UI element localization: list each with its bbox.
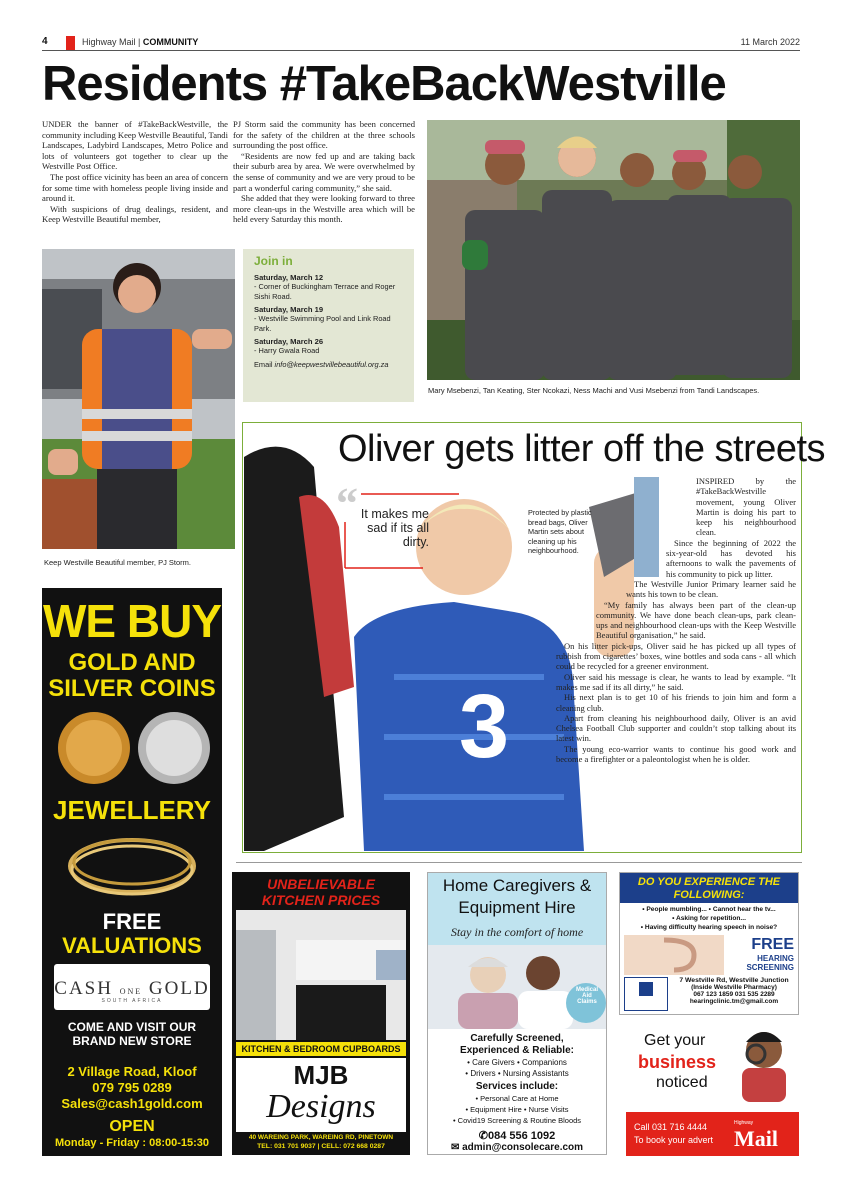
paragraph: “Residents are now fed up and are taking back their suburb area by area. We were overwhelmed by the sense of community and we are very proud to be part a wonderful caring community,” she said. [233,150,415,193]
ad-text: Carefully Screened, [470,1033,564,1044]
ad-phone[interactable]: 067 123 1859 031 535 2289 [693,991,775,998]
paragraph: INSPIRED by the #TakeBackWestville movement, young Oliver Martin is doing his part to keep his neighbourhood clean. [696,476,796,538]
paragraph: His next plan is to get 10 of his friends to join him and form a cleaning club. [556,692,796,713]
ad-phone[interactable]: ✆084 556 1092 [478,1130,556,1142]
cash-one-gold-logo: CASH ONE GOLD SOUTH AFRICA [54,964,210,1010]
pj-storm-photo [42,249,235,549]
ad-address: 2 Village Road, Kloof [67,1064,197,1079]
paragraph: The post office vicinity has been an area of concern for some time with homeless people living inside and around it. [42,171,228,204]
event-location: - Westville Swimming Pool and Link Road Park. [254,314,391,333]
event-date: Saturday, March 26 [254,337,324,346]
tandi-landscapes-photo [427,120,800,380]
hearing-clinic-ad[interactable] [619,872,799,1015]
ad-text: noticed [656,1074,708,1091]
paragraph: PJ Storm said the community has been concerned for the safety of the children at the three schools surrounding the post office. [233,119,415,151]
quote-mark-icon: “ [336,479,358,528]
ad-headline: UNBELIEVABLE [267,876,375,892]
email-label: Email [254,360,273,369]
ad-text: • Personal Care at Home [475,1094,559,1103]
oliver-story-text [556,476,796,764]
ad-text: JEWELLERY [53,795,211,825]
mail-icon: ✉ [450,1142,460,1153]
oliver-headline: Oliver gets litter off the streets [338,428,826,470]
kitchen-image [236,910,406,1040]
ad-text: OPEN [109,1118,155,1135]
ad-headline: WE BUY [43,595,221,647]
mjb-designs-ad[interactable] [232,872,410,1155]
ad-headline: Home Caregivers & [442,876,592,895]
ad-text: To book your advert [634,1135,714,1145]
ear-image [624,935,724,975]
ad-text: business [638,1052,717,1072]
mjb-logo: MJB Designs [236,1058,406,1132]
ad-text: GOLD AND [68,649,196,676]
main-headline: Residents #TakeBackWestville [42,57,726,111]
highway-mail-logo: Mail [734,1126,778,1151]
masthead-label: Highway Mail | COMMUNITY [82,37,199,47]
paragraph: “My family has always been part of the clean-up community. We have done beach clean-ups, park clean-ups and neighbourhood clean-ups with the Keep Westville Beautiful organisation,” he said. [596,599,796,641]
cash-one-gold-ad[interactable] [42,588,222,1156]
ad-tagline: Stay in the comfort of home [450,925,584,939]
highway-mail-advert[interactable] [626,1022,799,1156]
home-caregivers-ad[interactable]: Home Caregivers & Equipment Hire Stay in the comfort of home Medical Aid Claims Carefully Screened, Experienced & Reliable: • Care Givers • Companions • Drivers • Nursing Assistants Services include: • Personal Care at Home • Equipment Hire • Nurse Visits • Covid19 Screening & Routine Bloods ✆084 556 1092 ✉ admin@consolecare.com [427,872,607,1155]
story-column-2 [233,119,415,225]
join-in-box [243,249,414,402]
ad-headline: FOLLOWING: [673,889,745,901]
ad-headline: DO YOU EXPERIENCE THE [637,876,781,888]
paragraph: She added that they were looking forward to three more clean-ups in the Westville area which will be held every Saturday this month. [233,193,415,225]
ad-text: FREE [102,909,162,934]
ad-phone[interactable]: 079 795 0289 [92,1080,172,1095]
ad-text: • Care Givers • Companions [467,1058,567,1067]
ad-email[interactable]: ✉ admin@consolecare.com [450,1142,584,1153]
ad-headline: Equipment Hire [458,898,576,917]
clinic-logo-icon [624,977,668,1011]
paragraph: UNDER the banner of #TakeBackWestville, the community including Keep Westville Beautiful, Tandi Landscapes, Ladybird Landscapes, Metro Police and lots of volunteers got together to clear up the Westville Post Office. [42,119,228,172]
ad-text: • Covid19 Screening & Routine Bloods [452,1116,582,1125]
ad-text: SCREENING [746,963,794,972]
ad-phone[interactable]: Call 031 716 4444 [634,1122,708,1132]
ad-headline: KITCHEN PRICES [261,892,381,908]
story-column-1 [42,119,228,225]
join-email[interactable]: info@keepwestvillebeautiful.org.za [274,360,389,369]
ad-email[interactable]: hearingclinic.tm@gmail.com [689,998,779,1005]
paragraph: On his litter pick-ups, Oliver said he has picked up all types of rubbish from cigarettes’ boxes, wine bottles and soda cans - all which could be recycled for a greener environment. [556,640,796,672]
ad-address: 40 WAREING PARK, WAREING RD, PINETOWN [248,1134,394,1141]
page-number: 4 [42,36,48,47]
event-date: Saturday, March 12 [254,273,324,282]
paragraph: With suspicions of drug dealings, resident, and Keep Westville Beautiful member, [42,203,228,225]
paragraph: Since the beginning of 2022 the six-year-old has devoted his afternoons to walk the pavements of his community to pick up litter. [666,537,796,579]
ad-text: • Having difficulty hearing speech in noise? [640,924,778,931]
ad-text: Get your [644,1032,706,1049]
join-email-line [254,360,403,370]
ad-address: 7 Westville Rd, Westville Junction [679,977,789,984]
ad-text: • Asking for repetition... [672,915,746,922]
ad-phone[interactable]: TEL: 031 701 9037 | CELL: 072 668 0287 [257,1143,385,1150]
ad-text: VALUATIONS [62,933,202,958]
ad-text: Services include: [475,1081,559,1092]
header-rule [42,50,800,51]
magnifier-man-image [730,1024,796,1102]
ad-text: (Inside Westville Pharmacy) [691,984,777,991]
ad-hours: Monday - Friday : 08:00-15:30 [54,1137,210,1149]
ad-text: SILVER COINS [48,675,216,702]
ad-text: Experienced & Reliable: [460,1045,574,1056]
paragraph: The Westville Junior Primary learner said he wants his town to be clean. [626,578,796,600]
photo-caption: Keep Westville Beautiful member, PJ Storm. [44,558,192,567]
ad-free: FREE [751,936,794,953]
phone-icon: ✆ [478,1130,488,1142]
ad-text: • People mumbling... • Cannot hear the tv... [642,906,776,913]
event-location: - Corner of Buckingham Terrace and Roger Sishi Road. [254,282,396,301]
ad-banner: KITCHEN & BEDROOM CUPBOARDS [236,1042,406,1056]
paragraph: Oliver said his message is clear, he wants to lead by example. “It makes me sad if its all dirty,” he said. [556,671,796,692]
section-color-marker [66,36,75,50]
ad-text: COME AND VISIT OUR [67,1020,197,1034]
svg-text:3: 3 [459,677,510,777]
ad-text: HEARING [757,954,794,963]
bangles-image [64,830,200,902]
ad-text: BRAND NEW STORE [72,1034,192,1048]
ad-text: • Equipment Hire • Nurse Visits [465,1105,569,1114]
paragraph: Apart from cleaning his neighbourhood daily, Oliver is an avid Chelsea Football Club supporter and couldn’t stop talking about its latest win. [556,712,796,744]
paper-name: Highway Mail [82,37,136,47]
oliver-photo-caption: Protected by plastic bread bags, Oliver Martin sets about cleaning up his neighbourhood. [528,508,592,555]
section-name: COMMUNITY [142,37,199,47]
event-location: - Harry Gwala Road [254,346,320,355]
ad-email[interactable]: Sales@cash1gold.com [61,1096,203,1111]
coins-image [52,710,212,788]
pull-quote: It makes me sad if its all dirty. [360,507,429,549]
ad-text: • Drivers • Nursing Assistants [465,1069,569,1078]
paragraph: The young eco-warrior wants to continue his good work and become a firefighter or a paleontologist when he is older. [556,743,796,765]
logo-small: Highway [734,1120,754,1126]
join-in-title: Join in [254,254,293,268]
photo-caption: Mary Msebenzi, Tan Keating, Ster Ncokazi, Ness Machi and Vusi Msebenzi from Tandi Landscapes. [428,386,760,395]
issue-date: 11 March 2022 [740,37,800,47]
event-date: Saturday, March 19 [254,305,324,314]
section-rule [236,862,802,863]
